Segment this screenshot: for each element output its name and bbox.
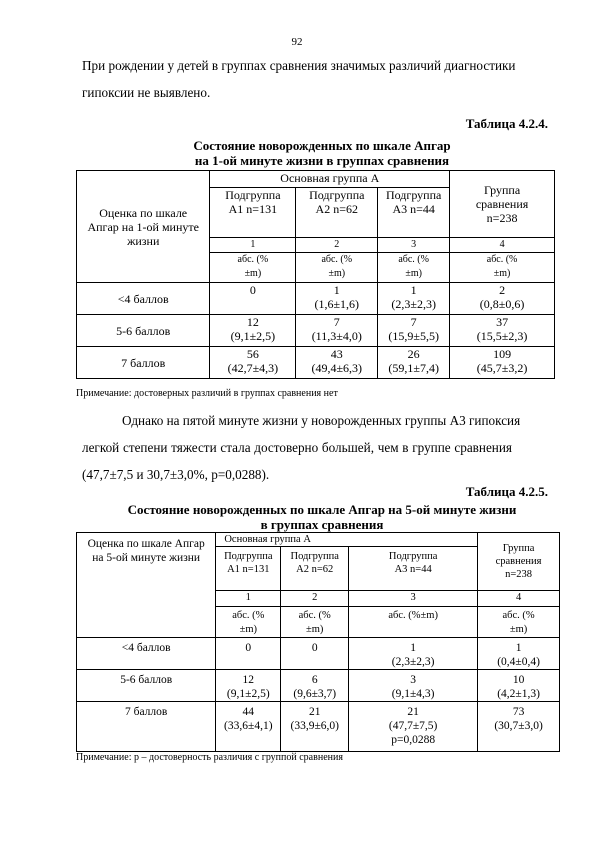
column-number: 4 — [478, 591, 560, 607]
table-cell: 21 (47,7±7,5) p=0,0288 — [349, 702, 478, 752]
column-number: 2 — [296, 238, 378, 253]
table-cell: 10 (4,2±1,3) — [478, 670, 560, 702]
row-label: 7 баллов — [77, 702, 216, 752]
column-number: 3 — [378, 238, 450, 253]
table-cell: 0 — [281, 638, 349, 670]
row-label: 5-6 баллов — [77, 315, 210, 347]
table-cell: 6 (9,6±3,7) — [281, 670, 349, 702]
table-2-title — [82, 502, 562, 532]
paragraph-1-line: При рождении у детей в группах сравнения значимых различий диагностики — [82, 58, 516, 73]
table-cell: 1 (2,3±2,3) — [378, 283, 450, 315]
table-1-title-line: на 1-ой минуте жизни в группах сравнения — [194, 153, 450, 168]
unit-label: абс. (%±m) — [281, 607, 349, 638]
table-cell: 109 (45,7±3,2) — [450, 347, 555, 379]
subgroup-header: Подгруппа А3 n=44 — [378, 188, 450, 238]
paragraph-1 — [82, 52, 516, 106]
table-1-title — [82, 138, 562, 168]
unit-label: абс. (%±m) — [210, 253, 296, 283]
unit-label: абс. (%±m) — [478, 607, 560, 638]
table-1 — [76, 170, 555, 379]
table-row — [77, 315, 555, 347]
table-cell: 1 (0,4±0,4) — [478, 638, 560, 670]
table-cell: 1 (1,6±1,6) — [296, 283, 378, 315]
table-row — [77, 638, 560, 670]
row-header: Оценка по шкале Апгар на 5-ой минуте жизни — [77, 533, 216, 638]
table-2-note: Примечание: p – достоверность различия с группой сравнения — [76, 752, 343, 763]
table-cell: 0 — [216, 638, 281, 670]
subgroup-header: Подгруппа А2 n=62 — [281, 547, 349, 591]
table-2-title-line: Состояние новорожденных по шкале Апгар на 5-ой минуте жизни — [127, 502, 517, 517]
table-cell: 26 (59,1±7,4) — [378, 347, 450, 379]
comparison-header: Группа сравнения n=238 — [478, 533, 560, 591]
table-cell: 37 (15,5±2,3) — [450, 315, 555, 347]
subgroup-header: Подгруппа А2 n=62 — [296, 188, 378, 238]
unit-label: абс. (%±m) — [216, 607, 281, 638]
subgroup-header: Подгруппа А1 n=131 — [216, 547, 281, 591]
table-cell: 2 (0,8±0,6) — [450, 283, 555, 315]
unit-label: абс. (%±m) — [349, 607, 478, 638]
column-number: 4 — [450, 238, 555, 253]
subgroup-header: Подгруппа А3 n=44 — [349, 547, 478, 591]
column-number: 1 — [210, 238, 296, 253]
group-header: Основная группа А — [210, 171, 450, 188]
paragraph-2 — [82, 407, 521, 488]
column-number: 2 — [281, 591, 349, 607]
paragraph-2-line: легкой степени тяжести стала достоверно большей, чем в группе сравнения — [82, 440, 512, 455]
group-header: Основная группа А — [216, 533, 478, 547]
row-label: <4 баллов — [77, 283, 210, 315]
table-cell: 44 (33,6±4,1) — [216, 702, 281, 752]
unit-label: абс. (%±m) — [450, 253, 555, 283]
table-2-title-line: в группах сравнения — [260, 517, 384, 532]
column-number: 3 — [349, 591, 478, 607]
table-row — [77, 702, 560, 752]
table-row — [77, 347, 555, 379]
paragraph-2-line: Однако на пятой минуте жизни у новорожденных группы А3 гипоксия — [122, 413, 521, 428]
column-number: 1 — [216, 591, 281, 607]
row-header: Оценка по шкале Апгар на 1-ой минуте жизни — [77, 171, 210, 283]
table-cell: 1 (2,3±2,3) — [349, 638, 478, 670]
table-1-label: Таблица 4.2.4. — [465, 116, 548, 131]
table-cell: 43 (49,4±6,3) — [296, 347, 378, 379]
table-cell: 7 (15,9±5,5) — [378, 315, 450, 347]
paragraph-2-line: (47,7±7,5 и 30,7±3,0%, p=0,0288). — [82, 467, 270, 482]
paragraph-1-line: гипоксии не выявлено. — [82, 85, 211, 100]
table-row — [77, 670, 560, 702]
unit-label: абс. (%±m) — [296, 253, 378, 283]
table-cell: 3 (9,1±4,3) — [349, 670, 478, 702]
table-cell: 12 (9,1±2,5) — [210, 315, 296, 347]
table-1-title-line: Состояние новорожденных по шкале Апгар — [193, 138, 451, 153]
table-2 — [76, 532, 560, 752]
table-cell: 73 (30,7±3,0) — [478, 702, 560, 752]
table-2-label: Таблица 4.2.5. — [465, 484, 548, 499]
row-label: <4 баллов — [77, 638, 216, 670]
table-cell: 12 (9,1±2,5) — [216, 670, 281, 702]
table-cell: 21 (33,9±6,0) — [281, 702, 349, 752]
page-number: 92 — [291, 36, 303, 48]
table-cell: 7 (11,3±4,0) — [296, 315, 378, 347]
table-1-note: Примечание: достоверных различий в группах сравнения нет — [76, 388, 338, 399]
table-cell: 0 — [210, 283, 296, 315]
row-label: 5-6 баллов — [77, 670, 216, 702]
row-label: 7 баллов — [77, 347, 210, 379]
subgroup-header: Подгруппа А1 n=131 — [210, 188, 296, 238]
unit-label: абс. (%±m) — [378, 253, 450, 283]
comparison-header: Группа сравнения n=238 — [450, 171, 555, 238]
table-cell: 56 (42,7±4,3) — [210, 347, 296, 379]
table-row — [77, 283, 555, 315]
